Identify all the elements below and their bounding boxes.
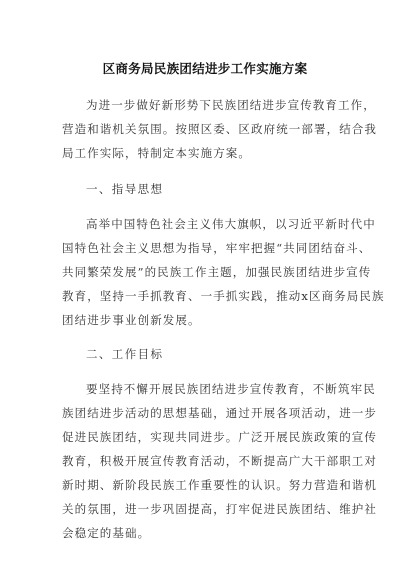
section2-line: 关的氛围，进一步巩固提高，打牢促进民族团结、维护社 [62,502,377,516]
section1-line: 国特色社会主义思想为指导，牢牢把握“共同团结奋斗、 [62,241,372,255]
section2-line: 族团结进步活动的思想基础，通过开展各项活动，进一步 [62,406,377,420]
section2-line: 教育，积极开展宣传教育活动，不断提高广大干部职工对 [62,454,377,468]
section2-line: 促进民族团结，实现共同进步。广泛开展民族政策的宣传 [62,430,377,444]
intro-line: 营造和谐机关氛围。按照区委、区政府统一部署，结合我 [62,122,377,136]
intro-line: 为进一步做好新形势下民族团结进步宣传教育工作， [86,98,376,112]
section1-line: 团结进步事业创新发展。 [62,313,201,327]
section2-line: 会稳定的基础。 [62,526,151,540]
section1-line: 教育，坚持一手抓教育、一手抓实践，推动x区商务局民族 [62,289,385,303]
section1-heading: 一、指导思想 [86,182,164,196]
section2-line: 新时期、新阶段民族工作重要性的认识。努力营造和谐机 [62,478,377,492]
intro-line: 局工作实际，特制定本实施方案。 [62,146,251,160]
section1-line: 共同繁荣发展”的民族工作主题，加强民族团结进步宣传 [62,265,372,279]
section2-line: 要坚持不懈开展民族团结进步宣传教育，不断筑牢民 [86,382,376,396]
document-title: 区商务局民族团结进步工作实施方案 [102,61,308,76]
section1-line: 高举中国特色社会主义伟大旗帜，以习近平新时代中 [86,217,376,231]
section2-heading: 二、工作目标 [86,347,164,361]
